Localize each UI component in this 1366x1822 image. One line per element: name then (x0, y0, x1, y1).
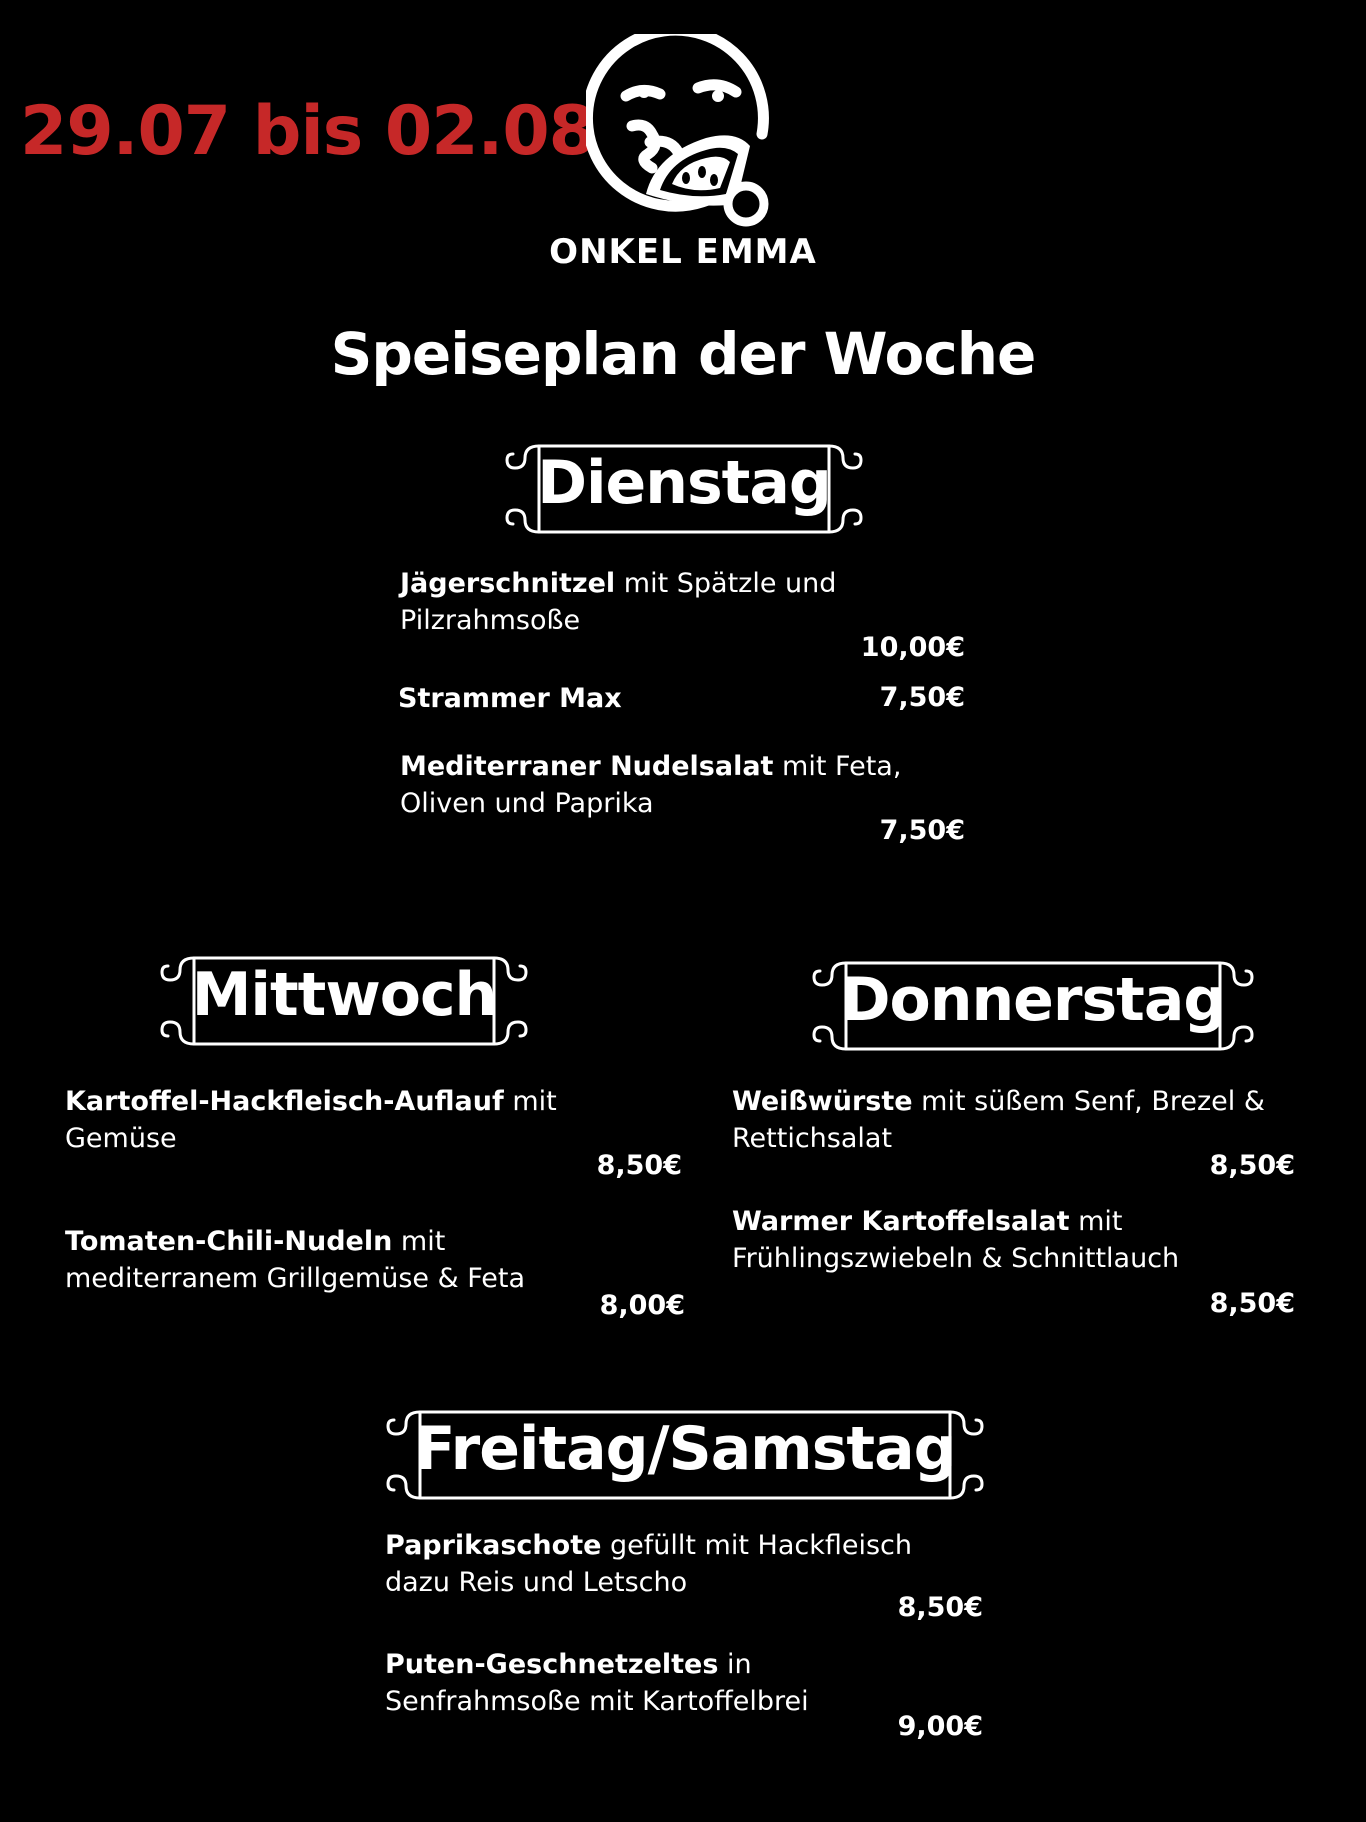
dish-description: in Senfrahmsoße mit Kartoffelbrei (385, 1649, 809, 1717)
menu-item (400, 748, 940, 822)
dish-description: mit Feta, Oliven und Paprika (400, 751, 902, 819)
menu-item (400, 565, 920, 639)
day-banner-donnerstag (810, 953, 1256, 1059)
dish-price: 7,50€ (879, 815, 965, 846)
dish-name: Strammer Max (398, 683, 622, 714)
dish-description: mit süßem Senf, Brezel & Rettichsalat (732, 1086, 1265, 1154)
dish-price: 8,50€ (1209, 1150, 1295, 1181)
day-title-donnerstag: Donnerstag (840, 965, 1226, 1035)
dish-name: Paprikaschote (385, 1530, 602, 1561)
dish-price: 9,00€ (897, 1711, 983, 1742)
dish-price: 8,00€ (599, 1290, 685, 1321)
page-title: Speiseplan der Woche (330, 320, 1036, 388)
dish-description: mit mediterranem Grillgemüse & Feta (65, 1226, 526, 1294)
dish-price: 8,50€ (1209, 1288, 1295, 1319)
dish-price: 8,50€ (596, 1150, 682, 1181)
dish-name: Kartoffel-Hackfleisch-Auflauf (65, 1086, 504, 1117)
dish-name: Puten-Geschnetzeltes (385, 1649, 719, 1680)
day-title-dienstag: Dienstag (537, 448, 831, 518)
dish-description: gefüllt mit Hackfleisch dazu Reis und Letscho (385, 1530, 912, 1598)
menu-item (65, 1223, 585, 1297)
menu-item (398, 680, 758, 717)
menu-item (65, 1083, 605, 1157)
dish-price: 7,50€ (879, 682, 965, 713)
brand-name: ONKEL EMMA (549, 232, 817, 272)
menu-item (732, 1083, 1312, 1157)
menu-item (732, 1203, 1312, 1277)
dish-price: 8,50€ (897, 1592, 983, 1623)
date-range: 29.07 bis 02.08 (20, 92, 595, 171)
dish-description: mit Gemüse (65, 1086, 557, 1154)
menu-item (385, 1646, 885, 1720)
dish-name: Warmer Kartoffelsalat (732, 1206, 1070, 1237)
day-title-mittwoch: Mittwoch (191, 960, 497, 1030)
day-banner-mittwoch (158, 948, 530, 1054)
dish-name: Jägerschnitzel (400, 568, 616, 599)
dish-description: mit Spätzle und Pilzrahmsoße (400, 568, 837, 636)
day-banner-freitag-samstag (384, 1402, 986, 1508)
day-title-freitag-samstag: Freitag/Samstag (414, 1414, 956, 1484)
dish-name: Weißwürste (732, 1086, 913, 1117)
dish-price: 10,00€ (860, 632, 965, 663)
dish-name: Tomaten-Chili-Nudeln (65, 1226, 393, 1257)
dish-description: mit Frühlingszwiebeln & Schnittlauch (732, 1206, 1180, 1274)
day-banner-dienstag (503, 436, 865, 542)
onkel-emma-face-logo-icon (586, 34, 782, 230)
dish-name: Mediterraner Nudelsalat (400, 751, 774, 782)
menu-item (385, 1527, 945, 1601)
